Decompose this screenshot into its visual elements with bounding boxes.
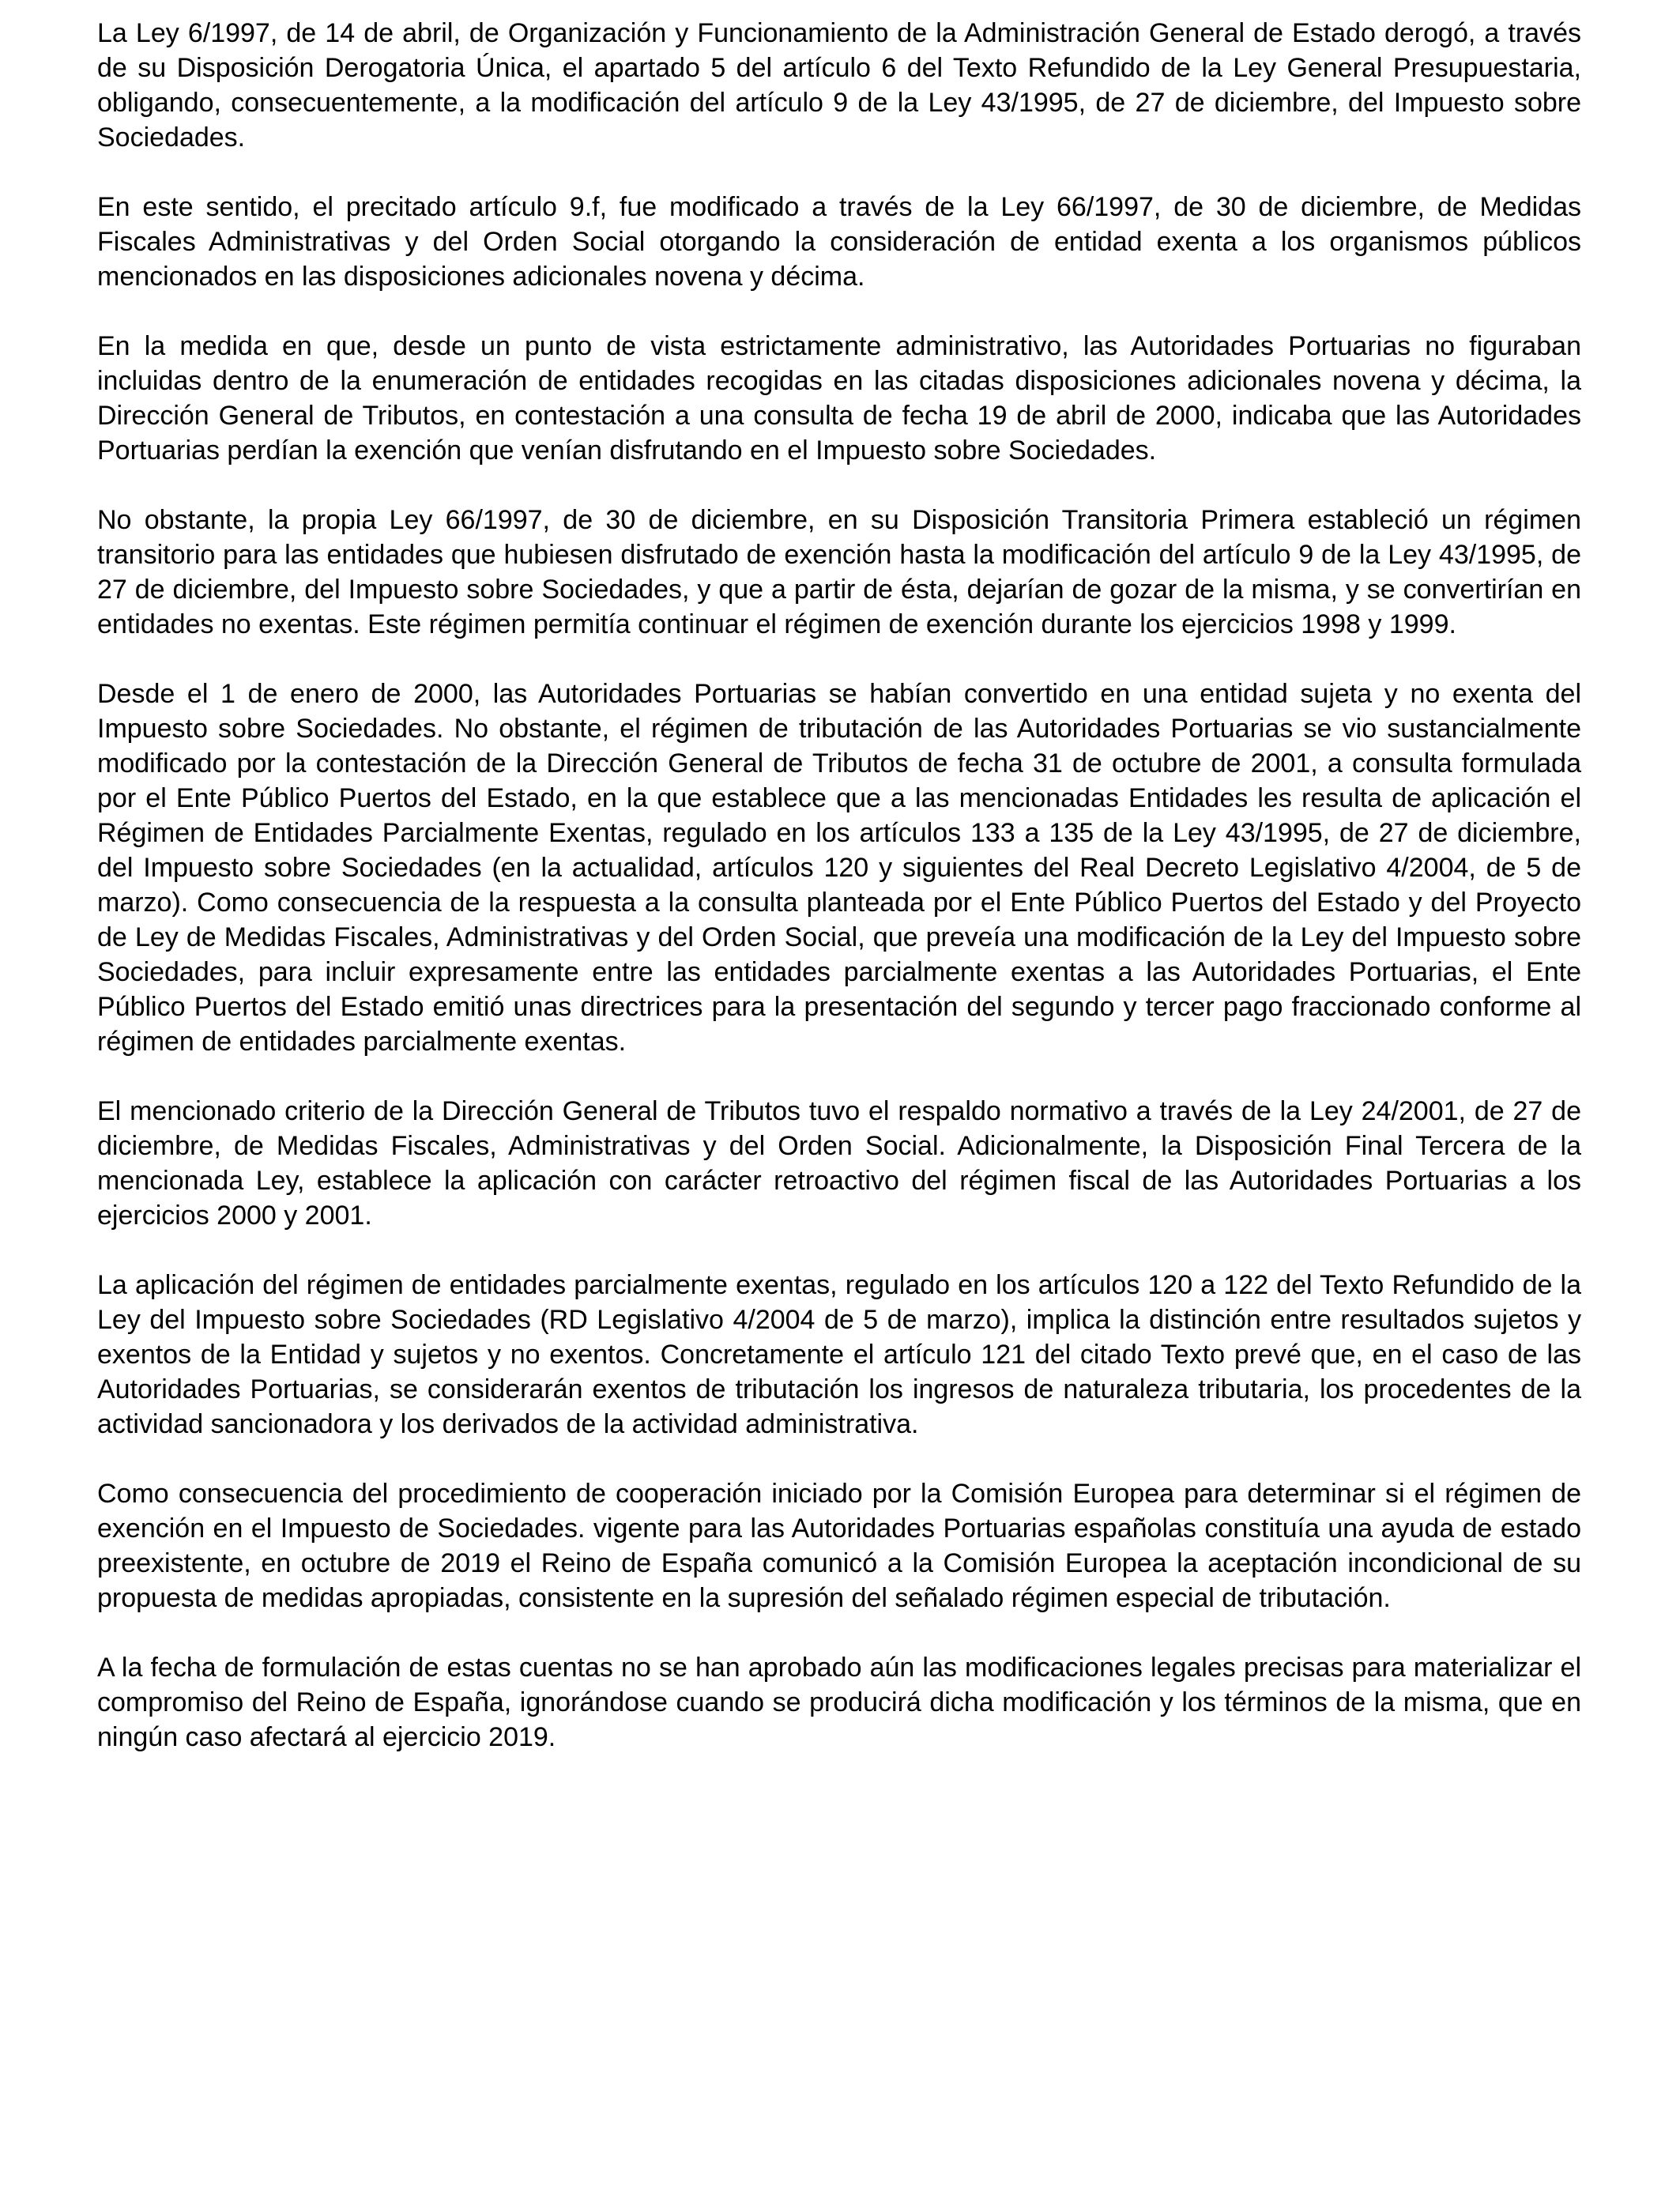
document-page <box>97 16 1581 1789</box>
paragraph-comision-europea: Como consecuencia del procedimiento de cooperación iniciado por la Comisión Europea para determinar si el régimen de exención en el Impuesto de Sociedades. vigente para las Autoridades Portuarias españolas constituía una ayuda de estado preexistente, en octubre de 2019 el Reino de España comunicó a la Comisión Europea la aceptación incondicional de su propuesta de medidas apropiadas, consistente en la supresión del señalado régimen especial de tributación. <box>97 1479 1581 1613</box>
paragraph-fecha-formulacion: A la fecha de formulación de estas cuentas no se han aprobado aún las modificaciones legales precisas para materializar el compromiso del Reino de España, ignorándose cuando se producirá dicha modificación y los términos de la misma, que en ningún caso afectará al ejercicio 2019. <box>97 1653 1581 1752</box>
paragraph-aplicacion-regimen: La aplicación del régimen de entidades parcialmente exentas, regulado en los artículos 120 a 122 del Texto Refundido de la Ley del Impuesto sobre Sociedades (RD Legislativo 4/2004 de 5 de marzo), implica la distinción entre resultados sujetos y exentos de la Entidad y sujetos y no exentos. Concretamente el artículo 121 del citado Texto prevé que, en el caso de las Autoridades Portuarias, se considerarán exentos de tributación los ingresos de naturaleza tributaria, los procedentes de la actividad sancionadora y los derivados de la actividad administrativa. <box>97 1270 1581 1439</box>
paragraph-ley-24-2001: El mencionado criterio de la Dirección General de Tributos tuvo el respaldo normativo a través de la Ley 24/2001, de 27 de diciembre, de Medidas Fiscales, Administrativas y del Orden Social. Adicionalmente, la Disposición Final Tercera de la mencionada Ley, establece la aplicación con carácter retroactivo del régimen fiscal de las Autoridades Portuarias a los ejercicios 2000 y 2001. <box>97 1096 1581 1231</box>
paragraph-perdida-exencion: En la medida en que, desde un punto de vista estrictamente administrativo, las Autoridades Portuarias no figuraban incluidas dentro de la enumeración de entidades recogidas en las citadas disposiciones adicionales novena y décima, la Dirección General de Tributos, en contestación a una consulta de fecha 19 de abril de 2000, indicaba que las Autoridades Portuarias perdían la exención que venían disfrutando en el Impuesto sobre Sociedades. <box>97 331 1581 466</box>
paragraph-regimen-transitorio: No obstante, la propia Ley 66/1997, de 30 de diciembre, en su Disposición Transitoria Primera estableció un régimen transitorio para las entidades que hubiesen disfrutado de exención hasta la modificación del artículo 9 de la Ley 43/1995, de 27 de diciembre, del Impuesto sobre Sociedades, y que a partir de ésta, dejarían de gozar de la misma, y se convertirían en entidades no exentas. Este régimen permitía continuar el régimen de exención durante los ejercicios 1998 y 1999. <box>97 505 1581 639</box>
paragraph-articulo-9f: En este sentido, el precitado artículo 9.f, fue modificado a través de la Ley 66/1997, de 30 de diciembre, de Medidas Fiscales Administrativas y del Orden Social otorgando la consideración de entidad exenta a los organismos públicos mencionados en las disposiciones adicionales novena y décima. <box>97 192 1581 292</box>
paragraph-entidades-parcialmente-exentas: Desde el 1 de enero de 2000, las Autoridades Portuarias se habían convertido en una entidad sujeta y no exenta del Impuesto sobre Sociedades. No obstante, el régimen de tributación de las Autoridades Portuarias se vio sustancialmente modificado por la contestación de la Dirección General de Tributos de fecha 31 de octubre de 2001, a consulta formulada por el Ente Público Puertos del Estado, en la que establece que a las mencionadas Entidades les resulta de aplicación el Régimen de Entidades Parcialmente Exentas, regulado en los artículos 133 a 135 de la Ley 43/1995, de 27 de diciembre, del Impuesto sobre Sociedades (en la actualidad, artículos 120 y siguientes del Real Decreto Legislativo 4/2004, de 5 de marzo). Como consecuencia de la respuesta a la consulta planteada por el Ente Público Puertos del Estado y del Proyecto de Ley de Medidas Fiscales, Administrativas y del Orden Social, que preveía una modificación de la Ley del Impuesto sobre Sociedades, para incluir expresamente entre las entidades parcialmente exentas a las Autoridades Portuarias, el Ente Público Puertos del Estado emitió unas directrices para la presentación del segundo y tercer pago fraccionado conforme al régimen de entidades parcialmente exentas. <box>97 679 1581 1057</box>
paragraph-ley-6-1997: La Ley 6/1997, de 14 de abril, de Organización y Funcionamiento de la Administración General de Estado derogó, a través de su Disposición Derogatoria Única, el apartado 5 del artículo 6 del Texto Refundido de la Ley General Presupuestaria, obligando, consecuentemente, a la modificación del artículo 9 de la Ley 43/1995, de 27 de diciembre, del Impuesto sobre Sociedades. <box>97 18 1581 153</box>
